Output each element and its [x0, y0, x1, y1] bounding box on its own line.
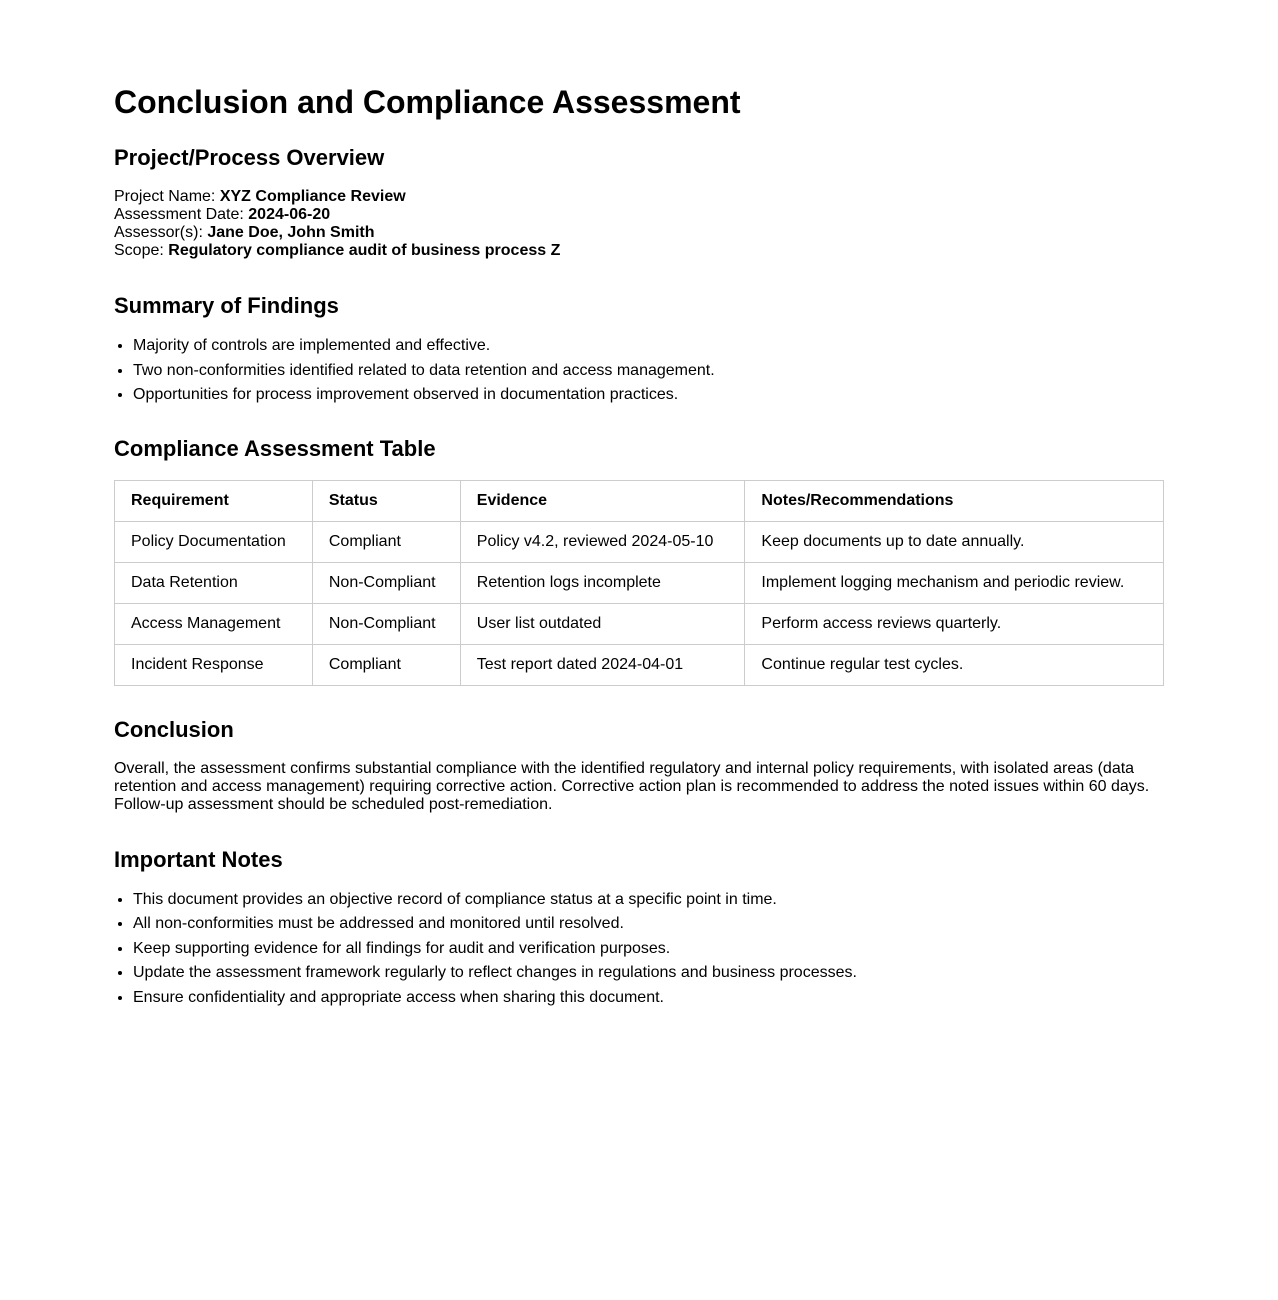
notes-list: [114, 888, 1164, 1011]
notes-heading: Important Notes: [114, 846, 283, 872]
list-item: • Two non-conformities identified related to data retention and access management.: [133, 359, 1164, 384]
table-cell: User list outdated: [460, 603, 745, 644]
overview-field-project-name: [114, 188, 1164, 206]
table-row: [115, 521, 1164, 562]
table-cell: Test report dated 2024-04-01: [460, 644, 745, 685]
field-label: Assessment Date:: [114, 206, 244, 223]
field-value: XYZ Compliance Review: [219, 188, 406, 205]
field-value: Regulatory compliance audit of business process Z: [168, 242, 561, 259]
table-cell: Data Retention: [115, 562, 313, 603]
field-label: Project Name:: [114, 188, 216, 205]
overview-section: [114, 144, 1164, 260]
list-item: • Opportunities for process improvement observed in documentation practices.: [133, 383, 1164, 408]
table-cell: Keep documents up to date annually.: [745, 521, 1164, 562]
page-title: Conclusion and Compliance Assessment: [114, 84, 741, 120]
table-cell: Non-Compliant: [312, 603, 460, 644]
table-row: [115, 603, 1164, 644]
notes-section: [114, 846, 1164, 1011]
list-item: • Update the assessment framework regularly to reflect changes in regulations and business processes.: [133, 961, 1164, 986]
table-cell: Continue regular test cycles.: [745, 644, 1164, 685]
column-header: Evidence: [460, 480, 745, 521]
list-item: • All non-conformities must be addressed and monitored until resolved.: [133, 912, 1164, 937]
conclusion-section: [114, 716, 1164, 814]
findings-section: [114, 292, 1164, 408]
overview-fields: [114, 188, 1164, 260]
table-cell: Retention logs incomplete: [460, 562, 745, 603]
table-row: [115, 644, 1164, 685]
assessment-table-section: [114, 435, 1164, 686]
list-item: • Keep supporting evidence for all findings for audit and verification purposes.: [133, 937, 1164, 962]
conclusion-text: Overall, the assessment confirms substantial compliance with the identified regulatory and internal policy requirements, with isolated areas (data retention and access management) requiring corrective action. Corrective action plan is recommended to address the noted issues within 60 days. Follow-up assessment should be scheduled post-remediation.: [114, 759, 1150, 813]
list-item: • Ensure confidentiality and appropriate access when sharing this document.: [133, 986, 1164, 1011]
field-label: Scope:: [114, 242, 164, 259]
table-cell: Policy v4.2, reviewed 2024-05-10: [460, 521, 745, 562]
findings-list: [114, 334, 1164, 408]
findings-heading: Summary of Findings: [114, 293, 339, 318]
table-cell: Incident Response: [115, 644, 313, 685]
table-header-row: [115, 480, 1164, 521]
overview-heading: Project/Process Overview: [114, 145, 385, 170]
field-value: Jane Doe, John Smith: [207, 224, 375, 241]
field-value: 2024-06-20: [248, 206, 331, 223]
list-item: • Majority of controls are implemented and effective.: [133, 334, 1164, 359]
column-header: Notes/Recommendations: [745, 480, 1164, 521]
table-cell: Perform access reviews quarterly.: [745, 603, 1164, 644]
overview-field-assessors: [114, 224, 1164, 242]
table-cell: Access Management: [115, 603, 313, 644]
conclusion-heading: Conclusion: [114, 716, 234, 742]
overview-field-assessment-date: [114, 206, 1164, 224]
assessment-table: [114, 480, 1164, 686]
table-cell: Compliant: [312, 644, 460, 685]
table-cell: Implement logging mechanism and periodic review.: [745, 562, 1164, 603]
column-header: Requirement: [115, 480, 313, 521]
table-cell: Policy Documentation: [115, 521, 313, 562]
overview-field-scope: [114, 242, 1164, 260]
column-header: Status: [312, 480, 460, 521]
assessment-table-heading: Compliance Assessment Table: [114, 435, 436, 461]
list-item: • This document provides an objective record of compliance status at a specific point in time.: [133, 888, 1164, 913]
table-row: [115, 562, 1164, 603]
table-cell: Compliant: [312, 521, 460, 562]
table-cell: Non-Compliant: [312, 562, 460, 603]
field-label: Assessor(s):: [114, 224, 203, 241]
